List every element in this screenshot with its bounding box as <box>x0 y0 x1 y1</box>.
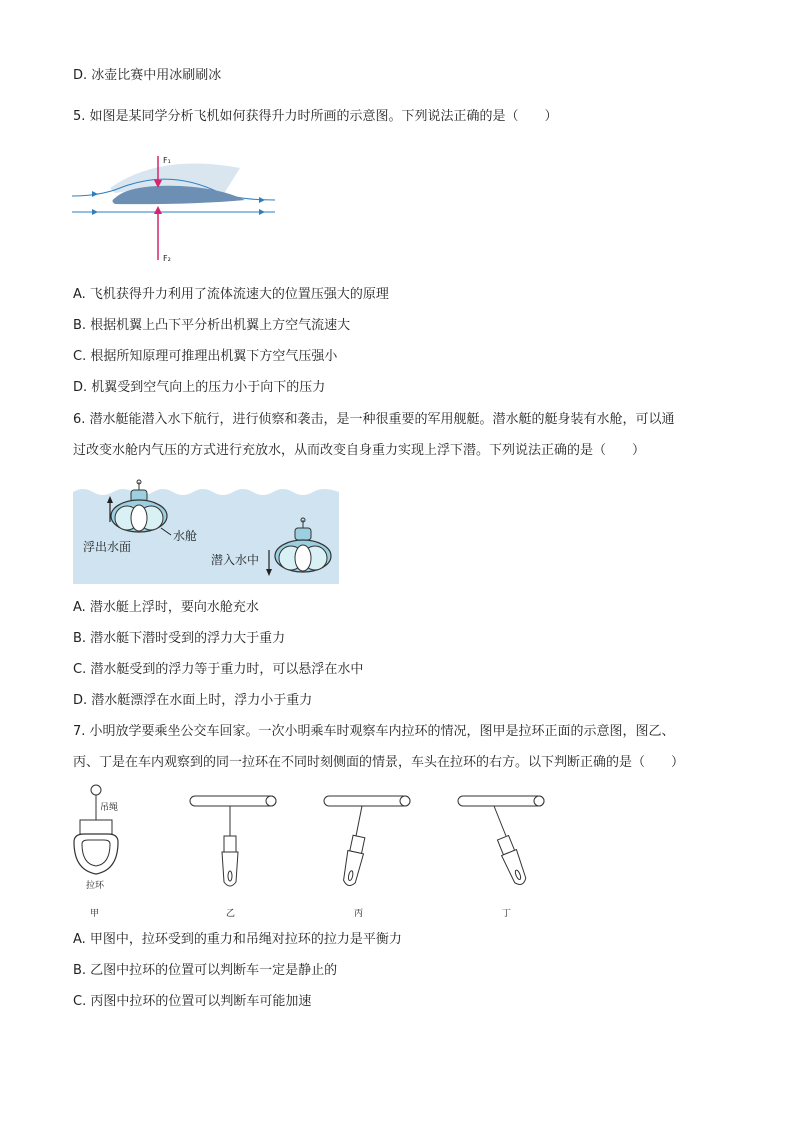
q7-stem-line1: 7. 小明放学要乘坐公交车回家。一次小明乘车时观察车内拉环的情况，图甲是拉环正面的示意图，图乙、 <box>73 724 675 739</box>
handle-diagram <box>60 782 560 922</box>
figure-yi-label: 乙 <box>226 909 236 919</box>
float-label: 浮出水面 <box>83 540 132 554</box>
ring-label: 拉环 <box>86 881 105 891</box>
q7-handle-figure <box>60 782 560 922</box>
q6-option-a: A. 潜水艇上浮时，要向水舱充水 <box>73 600 259 615</box>
f2-label: F₂ <box>163 254 171 263</box>
q4-option-d: D. 冰壶比赛中用冰刷刷冰 <box>73 68 222 83</box>
f1-label: F₁ <box>163 156 171 165</box>
streamline-arrow <box>92 209 98 215</box>
q5-stem: 5. 如图是某同学分析飞机如何获得升力时所画的示意图。下列说法正确的是（ ） <box>73 109 558 124</box>
figure-bing-label: 丙 <box>354 909 364 919</box>
streamline-arrow <box>259 197 265 203</box>
q6-stem-line2: 过改变水舱内气压的方式进行充放水，从而改变自身重力实现上浮下潜。下列说法正确的是（ ） <box>73 443 646 458</box>
figure-ding-label: 丁 <box>502 909 512 919</box>
q5-option-b: B. 根据机翼上凸下平分析出机翼上方空气流速大 <box>73 318 351 333</box>
dive-label: 潜入水中 <box>211 553 260 567</box>
q6-option-b: B. 潜水艇下潜时受到的浮力大于重力 <box>73 631 286 646</box>
q6-stem-line1: 6. 潜水艇能潜入水下航行，进行侦察和袭击，是一种很重要的军用舰艇。潜水艇的艇身装有水舱，可以通 <box>73 412 675 427</box>
q5-wing-figure <box>70 148 280 268</box>
surfaced-submarine <box>111 480 167 532</box>
f2-arrowhead <box>154 206 162 214</box>
rope-label: 吊绳 <box>100 803 119 813</box>
side-view-ding <box>458 796 544 887</box>
side-view-bing <box>324 796 410 887</box>
q7-stem-line2: 丙、丁是在车内观察到的同一拉环在不同时刻侧面的情景，车头在拉环的右方。以下判断正确的是（ ） <box>73 755 685 770</box>
tank-label: 水舱 <box>173 529 198 543</box>
q7-option-c: C. 丙图中拉环的位置可以判断车可能加速 <box>73 994 312 1009</box>
q5-option-a: A. 飞机获得升力利用了流体流速大的位置压强大的原理 <box>73 287 389 302</box>
q7-option-b: B. 乙图中拉环的位置可以判断车一定是静止的 <box>73 963 338 978</box>
streamline-arrow <box>259 209 265 215</box>
streamline-arrow <box>92 191 98 197</box>
front-view-handle <box>74 785 118 874</box>
submarine-diagram <box>73 478 339 584</box>
q6-option-d: D. 潜水艇漂浮在水面上时，浮力小于重力 <box>73 693 313 708</box>
q5-option-d: D. 机翼受到空气向上的压力小于向下的压力 <box>73 380 326 395</box>
q6-submarine-figure <box>73 478 339 584</box>
side-view-yi <box>190 796 276 886</box>
figure-jia-label: 甲 <box>90 909 100 919</box>
q5-option-c: C. 根据所知原理可推理出机翼下方空气压强小 <box>73 349 338 364</box>
q7-option-a: A. 甲图中，拉环受到的重力和吊绳对拉环的拉力是平衡力 <box>73 932 402 947</box>
wing-diagram <box>70 148 280 268</box>
q6-option-c: C. 潜水艇受到的浮力等于重力时，可以悬浮在水中 <box>73 662 364 677</box>
